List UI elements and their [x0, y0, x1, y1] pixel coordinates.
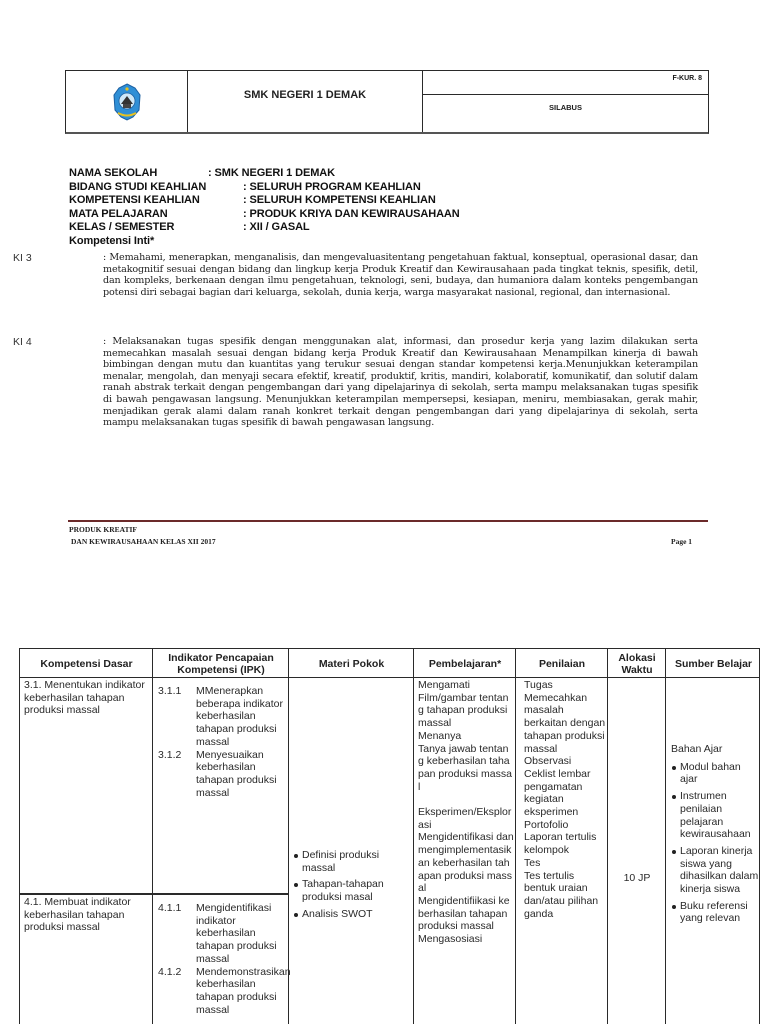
penilaian-cell: [524, 679, 608, 920]
pembelajaran-line: Tanya jawab tentang keberhasilan tahapan produksi massal: [418, 742, 512, 793]
sumber-item: Modul bahan ajar: [671, 761, 759, 786]
identity-value: : XII / GASAL: [243, 221, 310, 234]
penilaian-line: Laporan tertulis kelompok: [524, 831, 597, 857]
ipk-item: [158, 685, 286, 749]
identity-value: : PRODUK KRIYA DAN KEWIRAUSAHAAN: [243, 207, 460, 220]
materi-item: Tahapan-tahapan produksi masal: [293, 878, 411, 903]
materi-cell: [293, 849, 411, 925]
sumber-cell: [671, 743, 759, 929]
sumber-item: Laporan kinerja siswa yang dihasilkan dalam kinerja siswa: [671, 845, 759, 896]
sumber-item: Instrumen penilaian pelajaran kewirausahaan: [671, 790, 759, 841]
table-header-row: [20, 649, 759, 678]
pembelajaran-line: Mengasosiasi: [418, 933, 483, 946]
pembelajaran-line: Mengamati: [418, 679, 470, 691]
school-name: SMK NEGERI 1 DEMAK: [188, 71, 423, 132]
column-divider: [608, 649, 666, 1024]
ipk-number: 3.1.1: [158, 685, 182, 697]
page-number: Page 1: [671, 537, 693, 546]
ki-label: KI 4: [13, 336, 32, 348]
logo-cell: [66, 71, 188, 132]
column-header: Alokasi Waktu: [618, 651, 656, 676]
pembelajaran-line: Eksperimen/Eksplorasi: [418, 806, 512, 831]
column-header: Sumber Belajar: [674, 657, 753, 670]
materi-item: Definisi produksi massal: [293, 849, 411, 874]
pembelajaran-cell: [418, 679, 514, 946]
column-header: Pembelajaran*: [428, 657, 502, 670]
pembelajaran-line: Menanya: [418, 729, 462, 742]
kompetensi-inti-title: Kompetensi Inti*: [69, 234, 155, 247]
ki-text: : Melaksanakan tugas spesifik dengan menggunakan alat, informasi, dan prosedur kerja yang lazim dilakukan serta memecahkan masalah sesuai dengan bidang kerja Produk Kreatif dan Kewirausahaan Menampilkan kinerja di bawah bimbingan dengan mutu dan kuantitas yang terukur sesuai dengan standar kompetensi kerja.Menunjukkan keterampilan menalar, mengolah, dan menyaji secara efektif, kreatif, produktif, kritis, mandiri, kolaboratif, komunikatif, dan solutif dalam ranah abstrak terkait dengan pengembangan dari yang dipelajarinya di sekolah, serta mampu melaksanakan tugas spesifik di bawah pengawasan langsung. Menunjukkan keterampilan mempersepsi, kesiapan, meniru, membiasakan, gerak mahir, menjadikan gerak alami dalam ranah konkret terkait dengan pengembangan dari yang dipelajarinya di sekolah, serta mampu melaksanakan tugas spesifik di bawah pengawasan langsung.: [103, 336, 698, 429]
ipk-number: 4.1.1: [158, 902, 182, 914]
identity-value: : SELURUH KOMPETENSI KEAHLIAN: [243, 194, 436, 207]
ki-text: : Memahami, menerapkan, menganalisis, dan mengevaluasitentang pengetahuan faktual, konseptual, operasional dasar, dan metakognitif sesuai dengan bidang dan lingkup kerja Produk Kreatif dan Kewirausahaan pada tingkat teknis, spesifik, detil, dan kompleks, berkenaan dengan ilmu pengetahuan, teknologi, seni, budaya, dan humaniora dalam konteks pengembangan potensi diri sebagai bagian dari keluarga, sekolah, dunia kerja, warga masyarakat nasional, regional, dan internasional.: [103, 252, 698, 298]
identity-label: KOMPETENSI KEAHLIAN: [69, 194, 200, 207]
identity-row: [69, 180, 421, 195]
form-code: F-KUR. 8: [423, 71, 708, 95]
ipk-cell: [158, 685, 286, 799]
footer-subject-line1: PRODUK KREATIF: [69, 525, 137, 534]
identity-value: : SMK NEGERI 1 DEMAK: [208, 167, 335, 179]
header-right: [423, 71, 708, 132]
penilaian-line: Observasi: [524, 755, 572, 768]
identity-row: [69, 221, 310, 235]
penilaian-line: Tes: [524, 856, 541, 869]
kd-cell: 4.1. Membuat indikator keberhasilan tahapan produksi massal: [24, 896, 131, 934]
sumber-title: Bahan Ajar: [671, 743, 723, 755]
pembelajaran-line: Film/gambar tentang tahapan produksi massal: [418, 691, 509, 730]
identity-block: [69, 167, 460, 249]
penilaian-line: Portofolio: [524, 818, 569, 831]
ipk-number: 4.1.2: [158, 965, 182, 978]
pembelajaran-spacer: [418, 793, 514, 806]
ipk-text: MMenerapkan beberapa indikator keberhasilan tahapan produksi massal: [196, 685, 283, 748]
identity-value: : SELURUH PROGRAM KEAHLIAN: [243, 180, 421, 193]
penilaian-line: Tes tertulis bentuk uraian dan/atau pilihan ganda: [524, 869, 599, 920]
ipk-text: Menyesuaikan keberhasilan tahapan produksi massal: [196, 748, 277, 799]
identity-label: KELAS / SEMESTER: [69, 221, 175, 234]
penilaian-line: Tugas: [524, 679, 553, 691]
pembelajaran-line: Mengidentifiikasi keberhasilan tahapan produksi massal: [418, 894, 510, 933]
identity-row: [69, 207, 460, 222]
column-header: Materi Pokok: [318, 657, 385, 670]
column-header: Indikator Pencapaian Kompetensi (IPK): [168, 651, 274, 676]
kd-cell: 3.1. Menentukan indikator keberhasilan tahapan produksi massal: [24, 679, 145, 717]
syllabus-table: [19, 648, 760, 1024]
school-emblem-icon: [112, 83, 142, 121]
column-divider: [289, 649, 414, 1024]
pembelajaran-line: Mengidentifikasi dan mengimplementasikan keberhasilan tahapan produksi massal: [418, 831, 514, 895]
ipk-item: [158, 749, 286, 800]
column-header: Kompetensi Dasar: [40, 657, 133, 670]
ipk-item: [158, 965, 291, 1017]
footer-subject-line2: DAN KEWIRAUSAHAAN KELAS XII 2017: [71, 537, 216, 546]
identity-label: BIDANG STUDI KEAHLIAN: [69, 180, 207, 193]
row-divider: [20, 893, 289, 895]
ipk-cell: [158, 902, 291, 1016]
materi-item: Analisis SWOT: [293, 908, 411, 921]
identity-row: [69, 194, 436, 208]
footer-divider: [68, 520, 708, 522]
identity-row: [69, 167, 335, 181]
identity-label: MATA PELAJARAN: [69, 207, 168, 220]
penilaian-line: Ceklist lembar pengamatan kegiatan eksperimen: [524, 767, 591, 819]
sumber-item: Buku referensi yang relevan: [671, 900, 759, 925]
document-type: SILABUS: [549, 103, 582, 112]
ipk-text: Mengidentifikasi indikator keberhasilan tahapan produksi massal: [196, 902, 277, 965]
penilaian-line: Memecahkan masalah berkaitan dengan tahapan produksi massal: [524, 691, 606, 755]
alokasi-waktu: 10 JP: [623, 872, 651, 884]
ipk-text: Mendemonstrasikan keberhasilan tahapan produksi massal: [196, 965, 291, 1016]
column-header: Penilaian: [538, 657, 586, 670]
ki-label: KI 3: [13, 252, 32, 264]
ipk-item: [158, 902, 286, 966]
identity-label: NAMA SEKOLAH: [69, 167, 158, 179]
document-header: [65, 70, 709, 134]
ipk-number: 3.1.2: [158, 748, 182, 761]
